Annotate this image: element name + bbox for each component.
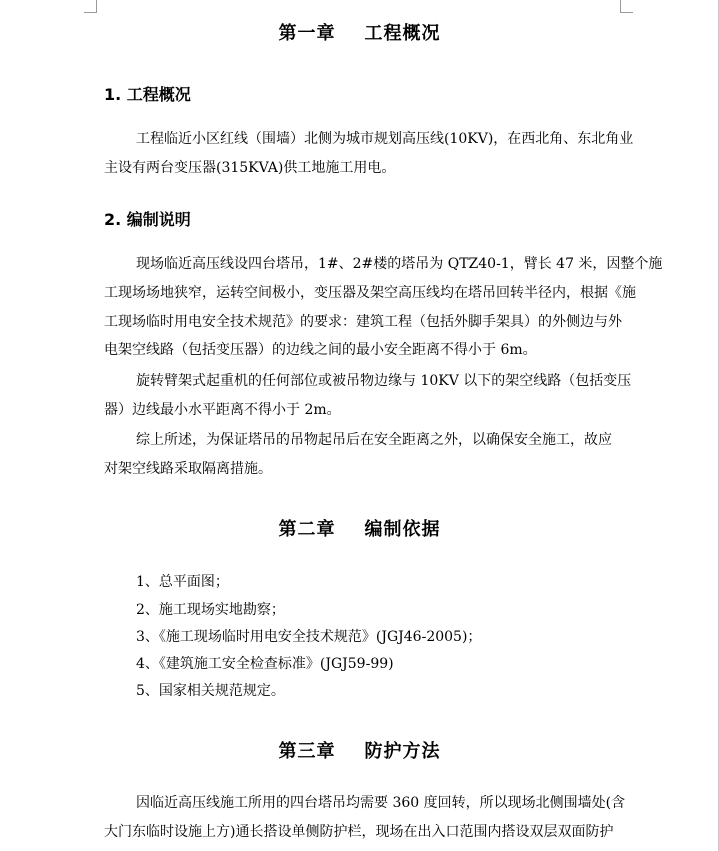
paragraph-line: 旋转臂架式起重机的任何部位或被吊物边缘与 10KV 以下的架空线路（包括变压 [136, 373, 632, 389]
section-heading: 2. 编制说明 [104, 210, 191, 229]
paragraph-line: 对架空线路采取隔离措施。 [104, 461, 272, 477]
page-corner-mark [84, 0, 97, 13]
section-heading: 1. 工程概况 [104, 85, 191, 104]
paragraph-line: 工程临近小区红线（围墙）北侧为城市规划高压线(10KV)，在西北角、东北角业 [136, 131, 634, 147]
paragraph-line: 因临近高压线施工所用的四台塔吊均需要 360 度回转，所以现场北侧围墙处(含 [136, 795, 626, 811]
list-item: 4、《建筑施工安全检查标准》(JGJ59-99) [136, 656, 394, 672]
paragraph-line: 工现场临时用电安全技术规范》的要求：建筑工程（包括外脚手架具）的外侧边与外 [104, 314, 622, 330]
chapter-title: 第三章 防护方法 [278, 741, 441, 762]
paragraph-line: 现场临近高压线设四台塔吊，1#、2#楼的塔吊为 QTZ40-1，臂长 47 米，因整个施 [136, 256, 663, 272]
page-corner-mark [620, 0, 633, 13]
paragraph-line: 主设有两台变压器(315KVA)供工地施工用电。 [104, 160, 396, 176]
list-item: 5、国家相关规范规定。 [136, 683, 285, 699]
paragraph-line: 电架空线路（包括变压器）的边线之间的最小安全距离不得小于 6m。 [104, 342, 537, 358]
list-item: 1、总平面图； [136, 574, 229, 590]
list-item: 2、施工现场实地勘察； [136, 602, 285, 618]
paragraph-line: 大门东临时设施上方)通长搭设单侧防护栏，现场在出入口范围内搭设双层双面防护 [104, 824, 614, 840]
chapter-title: 第二章 编制依据 [278, 519, 441, 540]
paragraph-line: 综上所述，为保证塔吊的吊物起吊后在安全距离之外，以确保安全施工，故应 [136, 432, 612, 448]
chapter-title: 第一章 工程概况 [278, 23, 441, 44]
paragraph-line: 器）边线最小水平距离不得小于 2m。 [104, 402, 341, 418]
list-item: 3、《施工现场临时用电安全技术规范》(JGJ46-2005)； [136, 629, 482, 645]
paragraph-line: 工现场场地狭窄，运转空间极小，变压器及架空高压线均在塔吊回转半径内，根据《施 [104, 285, 636, 301]
